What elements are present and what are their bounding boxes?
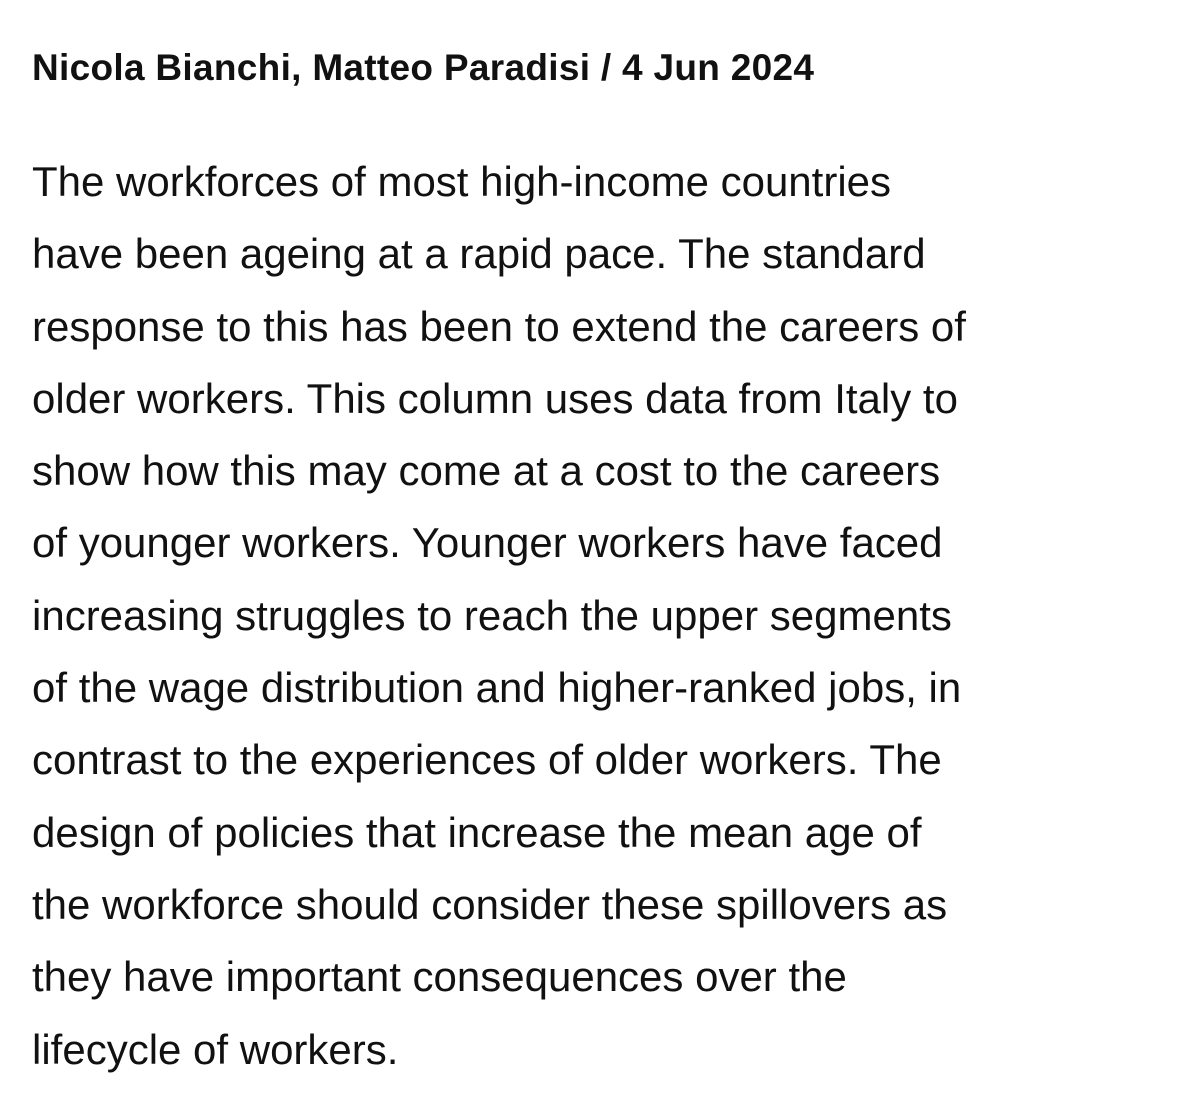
summary-line: the workforce should consider these spillovers as xyxy=(32,880,948,928)
summary-line: of the wage distribution and higher-ranked jobs, in xyxy=(32,664,962,712)
summary-line: show how this may come at a cost to the careers xyxy=(32,447,941,495)
summary-line: increasing struggles to reach the upper segments xyxy=(32,591,952,639)
summary-line: contrast to the experiences of older workers. The xyxy=(32,736,942,784)
summary-line: The workforces of most high-income countries xyxy=(32,158,892,205)
summary-line: design of policies that increase the mean age of xyxy=(32,808,922,856)
summary-line: response to this has been to extend the careers of xyxy=(32,302,966,350)
summary-line: they have important consequences over the xyxy=(32,953,847,1001)
summary-line: older workers. This column uses data from Italy to xyxy=(32,374,958,422)
article-summary xyxy=(32,146,1152,1086)
article-byline: Nicola Bianchi, Matteo Paradisi / 4 Jun 2024 xyxy=(32,47,815,88)
summary-line: of younger workers. Younger workers have faced xyxy=(32,519,943,567)
summary-line: have been ageing at a rapid pace. The standard xyxy=(32,230,926,278)
summary-line: lifecycle of workers. xyxy=(32,1025,399,1073)
